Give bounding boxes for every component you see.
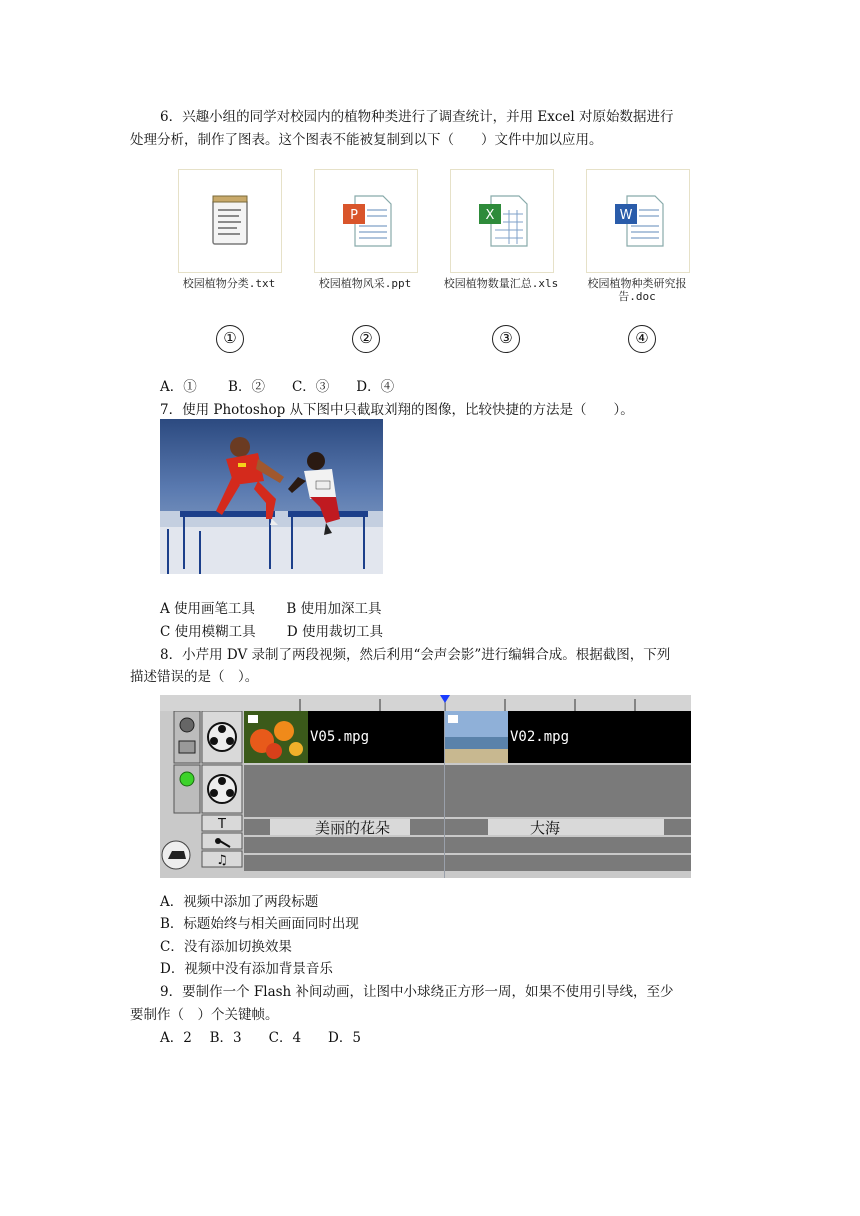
hurdles-photo — [160, 419, 383, 574]
file-label-4: 校园植物种类研究报告.doc — [587, 277, 687, 303]
svg-text:W: W — [619, 208, 633, 223]
clip-label-v05: V05.mpg — [310, 729, 370, 745]
svg-text:X: X — [485, 208, 495, 223]
file-label-2: 校园植物风采.ppt — [318, 277, 412, 290]
notepad-icon — [178, 169, 282, 273]
q9-line2: 要制作（ ）个关键帧。 — [130, 1007, 279, 1023]
music-track — [244, 855, 691, 871]
q8-line2: 描述错误的是（ ）。 — [130, 669, 259, 685]
powerpoint-icon — [314, 169, 418, 273]
file-label-3: 校园植物数量汇总.xls — [443, 277, 559, 290]
overlay-track — [244, 765, 691, 817]
circled-number-1: ① — [216, 325, 244, 353]
q8-option-d: D．视频中没有添加背景音乐 — [160, 961, 333, 977]
file-icons-figure — [160, 165, 720, 355]
q6-line1: 6．兴趣小组的同学对校园内的植物种类进行了调查统计，并用 Excel 对原始数据进行 — [160, 109, 674, 125]
svg-text:T: T — [218, 817, 226, 832]
svg-text:P: P — [350, 208, 358, 223]
q6-line2: 处理分析，制作了图表。这个图表不能被复制到以下（ ）文件中加以应用。 — [130, 132, 603, 148]
title-clip-2 — [488, 819, 664, 835]
file-label-1: 校园植物分类.txt — [182, 277, 276, 290]
circled-number-3: ③ — [492, 325, 520, 353]
timeline-ruler — [160, 695, 691, 712]
q7-options-row1: A 使用画笔工具 B 使用加深工具 — [160, 601, 382, 617]
title-clip-label-2: 大海 — [530, 819, 561, 837]
track-controls — [160, 711, 244, 878]
title-track — [244, 819, 691, 835]
q8-option-c: C．没有添加切换效果 — [160, 939, 292, 955]
q8-line1: 8．小芹用 DV 录制了两段视频，然后利用“会声会影”进行编辑合成。根据截图，下列 — [160, 647, 671, 663]
q7-options-row2: C 使用模糊工具 D 使用裁切工具 — [160, 624, 384, 640]
circled-number-4: ④ — [628, 325, 656, 353]
clip-label-v02: V02.mpg — [510, 729, 570, 745]
excel-icon — [450, 169, 554, 273]
title-clip-label-1: 美丽的花朵 — [315, 819, 391, 837]
q8-option-b: B．标题始终与相关画面同时出现 — [160, 916, 359, 932]
svg-text:♫: ♫ — [216, 853, 228, 868]
word-icon — [586, 169, 690, 273]
q9-line1: 9．要制作一个 Flash 补间动画，让图中小球绕正方形一周，如果不使用引导线，至少 — [160, 984, 674, 1000]
q8-option-a: A．视频中添加了两段标题 — [160, 894, 319, 910]
q9-options: A．2 B．3 C．4 D．5 — [160, 1030, 361, 1046]
video-editor-timeline — [160, 695, 691, 878]
voice-track — [244, 837, 691, 853]
playhead-line — [444, 703, 445, 878]
circled-number-2: ② — [352, 325, 380, 353]
q7-line1: 7．使用 Photoshop 从下图中只截取刘翔的图像，比较快捷的方法是（ ）。 — [160, 402, 634, 418]
q6-options: A．① B．② C．③ D．④ — [160, 379, 395, 395]
